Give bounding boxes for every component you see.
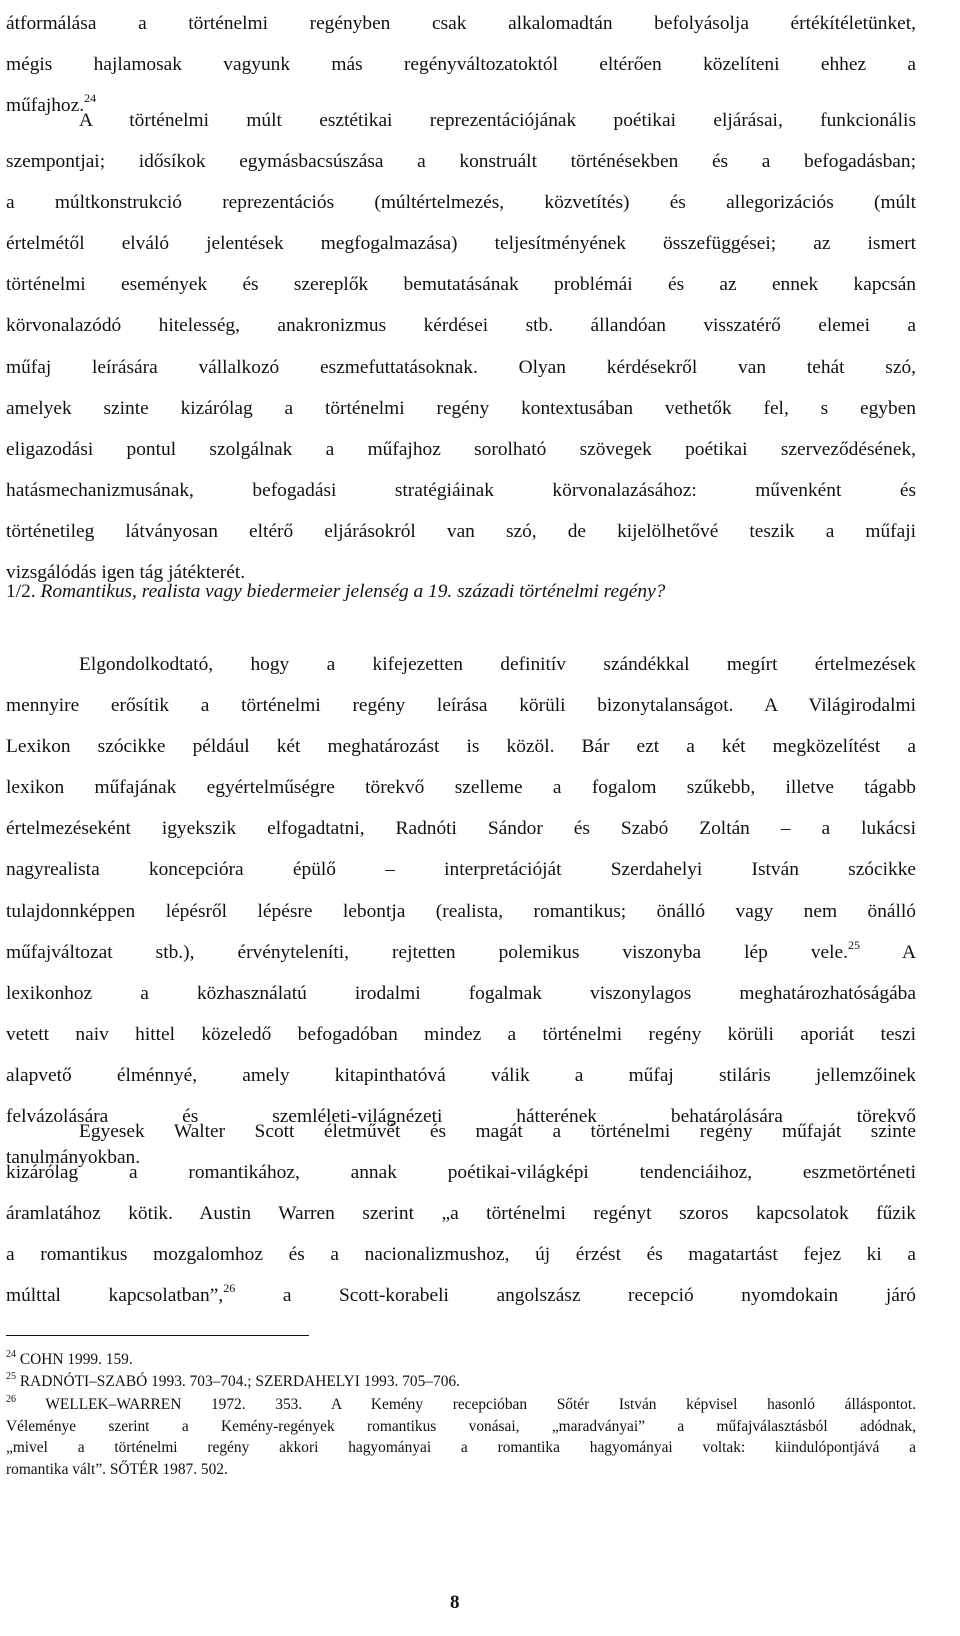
text-line-content: a Scott-korabeli angolszász recepció nyomdokain járó — [235, 1285, 916, 1307]
text-line: eligazodási pontul szolgálnak a műfajhoz sorolható szövegek poétikai szerveződésének, — [6, 438, 916, 460]
footnote-text: WELLEK–WARREN 1972. 353. A Kemény recepcióban Sőtér István képvisel hasonló álláspontot. — [45, 1396, 916, 1413]
footnote-number: 26 — [6, 1394, 16, 1405]
text-line: A történelmi múlt esztétikai reprezentációjának poétikai eljárásai, funkcionális — [79, 110, 916, 131]
section-number: 1/2. — [6, 581, 36, 602]
section-heading — [6, 571, 665, 612]
text-line: amelyek szinte kizárólag a történelmi regény kontextusában vethetők fel, s egyben — [6, 397, 916, 419]
footnote-line — [6, 1349, 916, 1371]
text-line: történetileg látványosan eltérő eljárásokról van szó, de kijelölhetővé teszik a műfaji — [6, 520, 916, 542]
text-line: a romantikus mozgalomhoz és a nacionalizmushoz, új érzést és magatartást fejez ki a — [6, 1244, 916, 1266]
text-line-content: műfajváltozat stb.), érvényteleníti, rejtetten polemikus viszonyba lép vele. — [6, 941, 848, 963]
footnote-26 — [6, 1394, 916, 1480]
footnote-text: RADNÓTI–SZABÓ 1993. 703–704.; SZERDAHELYI 1993. 705–706. — [19, 1373, 460, 1390]
text-line: értelmétől elváló jelentések megfogalmazása) teljesítményének összefüggései; az ismert — [6, 233, 916, 255]
text-line: áramlatához kötik. Austin Warren szerint „a történelmi regényt szoros kapcsolatok fűzik — [6, 1203, 916, 1225]
text-line: mégis hajlamosak vagyunk más regényváltozatoktól eltérően közelíteni ehhez a — [6, 54, 916, 76]
text-line: a múltkonstrukció reprezentációs (múltértelmezés, közvetítés) és allegorizációs (múlt — [6, 192, 916, 214]
footnote-line — [6, 1371, 916, 1393]
text-line: felvázolására és szemléleti-világnézeti hátterének behatárolására törekvő — [6, 1106, 916, 1128]
footnote-line: „mivel a történelmi regény akkori hagyományai a romantika hagyományai voltak: kiindulópontjává a — [6, 1439, 916, 1457]
footnote-ref-25[interactable]: 25 — [848, 937, 860, 952]
text-line: műfaj leírására vállalkozó eszmefuttatásoknak. Olyan kérdésekről van tehát szó, — [6, 356, 916, 378]
footnote-number: 25 — [6, 1371, 16, 1382]
text-line: Elgondolkodtató, hogy a kifejezetten definitív szándékkal megírt értelmezések — [79, 654, 916, 675]
text-line: kizárólag a romantikához, annak poétikai-világképi tendenciáihoz, eszmetörténeti — [6, 1162, 916, 1184]
footnote-line: Véleménye szerint a Kemény-regények romantikus vonásai, „maradványai” a műfajválasztásból adódnak, — [6, 1417, 916, 1435]
footnote-24 — [6, 1349, 916, 1371]
paragraph-2 — [6, 100, 916, 593]
page-number: 8 — [450, 1592, 460, 1613]
footnote-line: romantika vált”. SŐTÉR 1987. 502. — [6, 1460, 228, 1478]
text-line: vizsgálódás igen tág játékterét. — [6, 562, 246, 584]
text-line: vetett naiv hittel közeledő befogadóban mindez a történelmi regény körüli aporiát teszi — [6, 1023, 916, 1045]
text-line: lexikonhoz a közhasználatú irodalmi fogalmak viszonylagos meghatározhatóságába — [6, 982, 916, 1004]
text-line: alapvető élménnyé, amely kitapinthatóvá válik a műfaj stiláris jellemzőinek — [6, 1064, 916, 1086]
text-line: értelmezéseként igyekszik elfogadtatni, Radnóti Sándor és Szabó Zoltán – a lukácsi — [6, 818, 916, 840]
text-line: történelmi események és szereplők bemutatásának problémái és az ennek kapcsán — [6, 274, 916, 296]
text-line-content: A — [860, 941, 916, 963]
section-title: Romantikus, realista vagy biedermeier jelenség a 19. századi történelmi regény? — [40, 581, 666, 602]
paragraph-4 — [6, 1111, 916, 1316]
footnote-25 — [6, 1371, 916, 1393]
text-line — [6, 932, 916, 973]
text-line: nagyrealista koncepcióra épülő – interpretációját Szerdahelyi István szócikke — [6, 859, 916, 881]
text-line: Egyesek Walter Scott életművét és magát a történelmi regény műfaját szinte — [79, 1121, 916, 1142]
footnote-line — [6, 1394, 916, 1416]
text-line: Lexikon szócikke például két meghatározást is közöl. Bár ezt a két megközelítést a — [6, 736, 916, 758]
text-line — [6, 1275, 916, 1316]
text-line: átformálása a történelmi regényben csak alkalomadtán befolyásolja értékítéletünket, — [6, 13, 916, 34]
footnote-ref-24[interactable]: 24 — [84, 91, 97, 106]
footnote-separator — [6, 1335, 309, 1336]
text-line: mennyire erősítik a történelmi regény leírása körüli bizonytalanságot. A Világirodalmi — [6, 695, 916, 717]
footnote-text: COHN 1999. 159. — [19, 1351, 133, 1368]
text-line: hatásmechanizmusának, befogadási stratégiáinak körvonalazásához: művenként és — [6, 479, 916, 501]
footnote-number: 24 — [6, 1349, 16, 1360]
text-line-content: múlttal kapcsolatban”, — [6, 1285, 224, 1307]
text-line: tulajdonnképpen lépésről lépésre lebontja (realista, romantikus; önálló vagy nem önálló — [6, 900, 916, 922]
paragraph-3 — [6, 644, 916, 1178]
footnote-ref-26[interactable]: 26 — [223, 1281, 236, 1296]
text-line-content: műfajhoz. — [6, 95, 85, 117]
text-line: körvonalazódó hitelesség, anakronizmus kérdései stb. állandóan visszatérő elemei a — [6, 315, 916, 337]
text-line: szempontjai; idősíkok egymásbacsúszása a konstruált történésekben és a befogadásban; — [6, 151, 916, 173]
text-line: tanulmányokban. — [6, 1147, 141, 1169]
text-line: lexikon műfajának egyértelműségre törekvő szelleme a fogalom szűkebb, illetve tágabb — [6, 777, 916, 799]
